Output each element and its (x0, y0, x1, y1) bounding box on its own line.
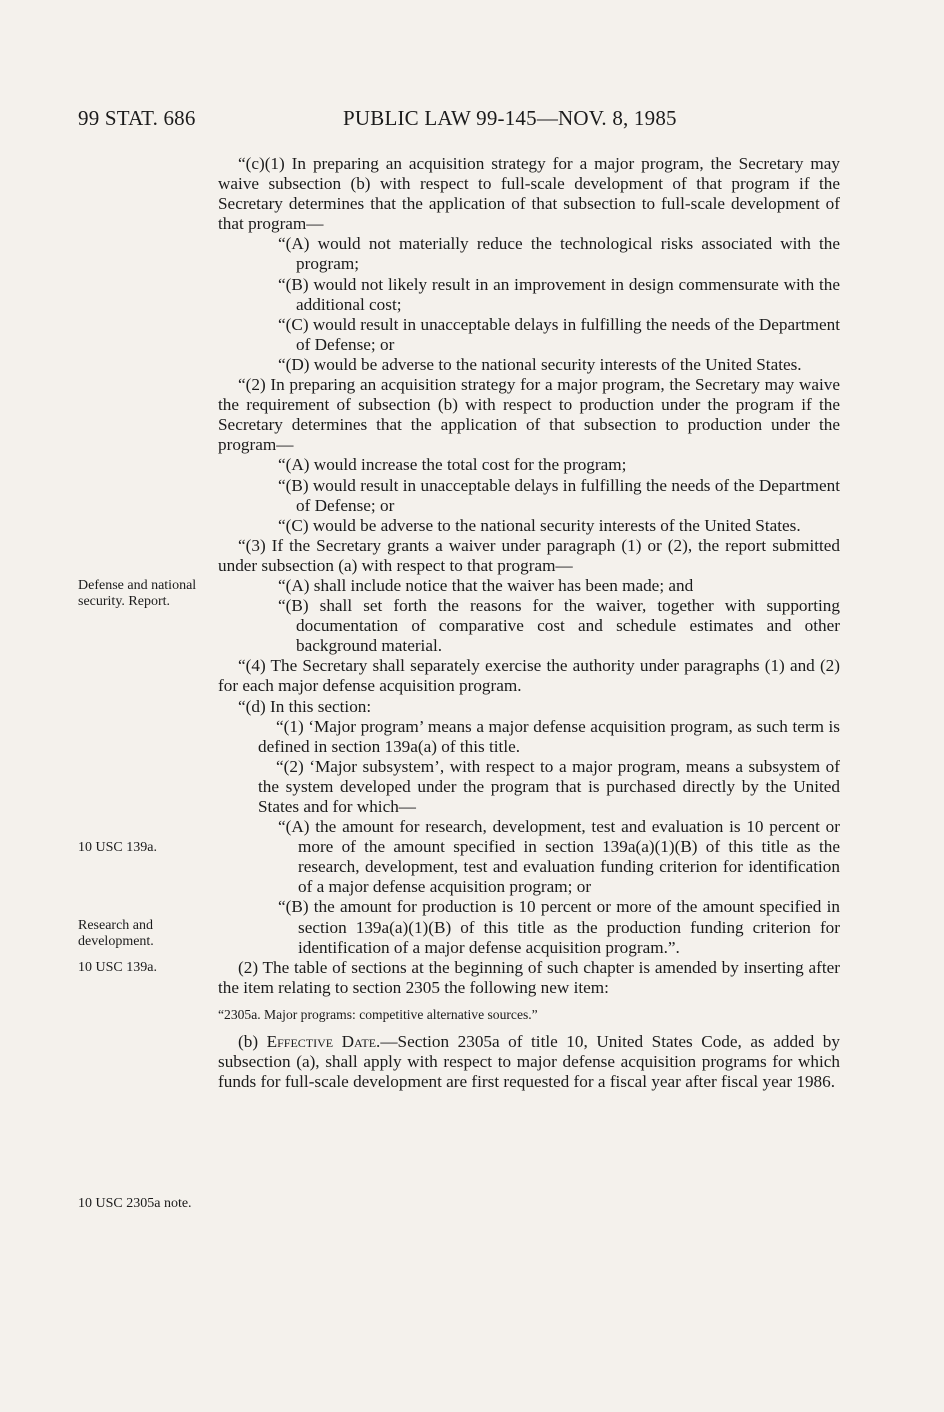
paragraph-c2-a: “(A) would increase the total cost for the program; (278, 455, 627, 475)
paragraph-c2: “(2) In preparing an acquisition strategy for a major program, the Secretary may waive the requirement of subsection (b) with respect to production under the program if the Secretary determines that the application of that subsection to production under the program— (218, 375, 840, 455)
margin-note-research: Research and development. (78, 918, 154, 949)
margin-note-usc-139a: 10 USC 139a. (78, 840, 157, 855)
effective-date-heading: Effective Date. (266, 1031, 381, 1051)
paragraph-c3-a: “(A) shall include notice that the waiver has been made; and (278, 575, 694, 595)
margin-note-usc-2305a: 10 USC 2305a note. (78, 1196, 192, 1211)
paragraph-d2: “(2) ‘Major subsystem’, with respect to a major program, means a subsystem of the system developed under the program that is purchased directly by the United States and for which— (258, 756, 840, 816)
paragraph-c4: “(4) The Secretary shall separately exercise the authority under paragraphs (1) and (2) for each major defense acquisition program. (218, 656, 840, 696)
paragraph-c2-b: “(B) would result in unacceptable delays in fulfilling the needs of the Department of Defense; or (278, 475, 840, 515)
paragraph-c1-d: “(D) would be adverse to the national security interests of the United States. (278, 354, 802, 374)
paragraph-d2-b: “(B) the amount for production is 10 percent or more of the amount specified in section 139a(a)(1)(B) of this title as the production funding criterion for identification of a major defense acquisition program.”. (278, 897, 840, 957)
paragraph-d2-a: “(A) the amount for research, development, test and evaluation is 10 percent or more of the amount specified in section 139a(a)(1)(B) of this title as the research, development, test and evaluation funding criterion for identification of a major defense acquisition program; or (278, 817, 840, 897)
paragraph-c1-a: “(A) would not materially reduce the technological risks associated with the program; (278, 234, 840, 274)
paragraph-c3-b: “(B) shall set forth the reasons for the waiver, together with supporting documentation of comparative cost and schedule estimates and other background material. (278, 596, 840, 656)
subsection-prefix: (b) (238, 1031, 267, 1051)
paragraph-c2-c: “(C) would be adverse to the national security interests of the United States. (278, 515, 801, 535)
paragraph-table-amendment: (2) The table of sections at the beginning of such chapter is amended by inserting after the item relating to section 2305 the following new item: (218, 957, 840, 997)
statute-body (218, 154, 840, 1092)
paragraph-d1: “(1) ‘Major program’ means a major defense acquisition program, as such term is defined in section 139a(a) of this title. (258, 716, 840, 756)
paragraph-c3: “(3) If the Secretary grants a waiver under paragraph (1) or (2), the report submitted under subsection (a) with respect to that program— (218, 535, 840, 575)
new-table-item: “2305a. Major programs: competitive alternative sources.” (218, 1006, 538, 1022)
paragraph-d: “(d) In this section: (238, 696, 372, 716)
paragraph-c1-b: “(B) would not likely result in an improvement in design commensurate with the additional cost; (278, 274, 840, 314)
page-header (78, 106, 838, 136)
paragraph-effective-date (218, 1032, 840, 1092)
paragraph-c1: “(c)(1) In preparing an acquisition strategy for a major program, the Secretary may waive subsection (b) with respect to full-scale development of that program if the Secretary determines that the application of that subsection to full-scale development of that program— (218, 154, 840, 234)
paragraph-c1-c: “(C) would result in unacceptable delays in fulfilling the needs of the Department of Defense; or (278, 314, 840, 354)
public-law-citation: PUBLIC LAW 99-145—NOV. 8, 1985 (343, 106, 677, 130)
statute-page-number: 99 STAT. 686 (78, 106, 196, 130)
margin-note-defense: Defense and national security. Report. (78, 578, 197, 609)
margin-note-usc-139a-2: 10 USC 139a. (78, 960, 157, 975)
effective-date-text: —Section 2305a of title 10, United States Code, as added by subsection (a), shall apply with respect to major defense acquisition programs for which funds for full-scale development are first requested for a fiscal year after fiscal year 1986. (218, 1031, 840, 1092)
